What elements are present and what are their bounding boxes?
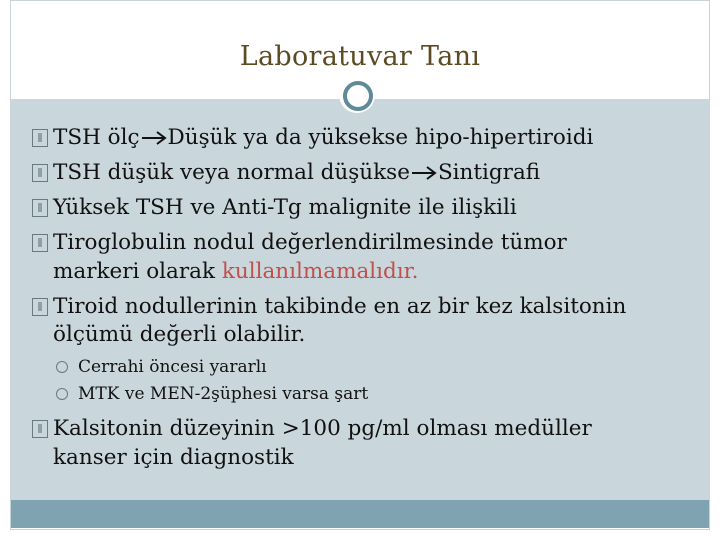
right-arrow-icon [411, 166, 437, 180]
bullet-text: Kalsitonin düzeyinin >100 pg/ml olması medüller [53, 416, 592, 441]
bullet-text: kanser için diagnostik [53, 444, 294, 470]
bullet-text: markeri olarak [53, 258, 222, 284]
bullet-text: TSH düşük veya normal düşükse [53, 160, 410, 185]
checkbox-bullet-icon [32, 420, 48, 438]
slide-title: Laboratuvar Tanı [239, 41, 481, 72]
sub-bullet-text: MTK ve MEN-2şüphesi varsa şart [78, 384, 369, 404]
bullet-item [20, 229, 710, 286]
checkbox-bullet-icon [32, 164, 48, 182]
bullet-text: Tiroglobulin nodul değerlendirilmesinde tümor [53, 230, 567, 255]
sub-bullet-text: Cerrahi öncesi yararlı [78, 357, 267, 377]
bottom-bar [11, 500, 709, 528]
checkbox-bullet-icon [32, 234, 48, 252]
bullet-text: TSH ölç [53, 125, 140, 150]
highlight-text: kullanılmamalıdır. [221, 258, 419, 284]
bullet-text: ölçümü değerli olabilir. [53, 322, 306, 347]
bullet-item [20, 159, 710, 188]
circle-bullet-icon [56, 388, 68, 400]
bullet-item [20, 124, 710, 153]
checkbox-bullet-icon [32, 298, 48, 316]
bullet-text: Yüksek TSH ve Anti-Tg malignite ile ilişkili [53, 195, 517, 220]
bullet-text: Sintigrafi [437, 160, 541, 185]
sub-bullet-item [20, 381, 710, 408]
right-arrow-icon [141, 131, 167, 145]
bullet-list [20, 124, 710, 479]
ring-decoration-icon [339, 77, 375, 113]
circle-bullet-icon [56, 361, 68, 373]
bullet-item [20, 194, 710, 223]
checkbox-bullet-icon [32, 129, 48, 147]
sub-bullet-list [20, 354, 710, 408]
bullet-text: Tiroid nodullerinin takibinde en az bir kez kalsitonin [53, 293, 627, 319]
checkbox-bullet-icon [32, 199, 48, 217]
bullet-text: Düşük ya da yüksekse hipo-hipertiroidi [167, 125, 594, 150]
sub-bullet-item [20, 354, 710, 381]
bullet-item [20, 415, 710, 472]
bullet-item [20, 293, 710, 350]
